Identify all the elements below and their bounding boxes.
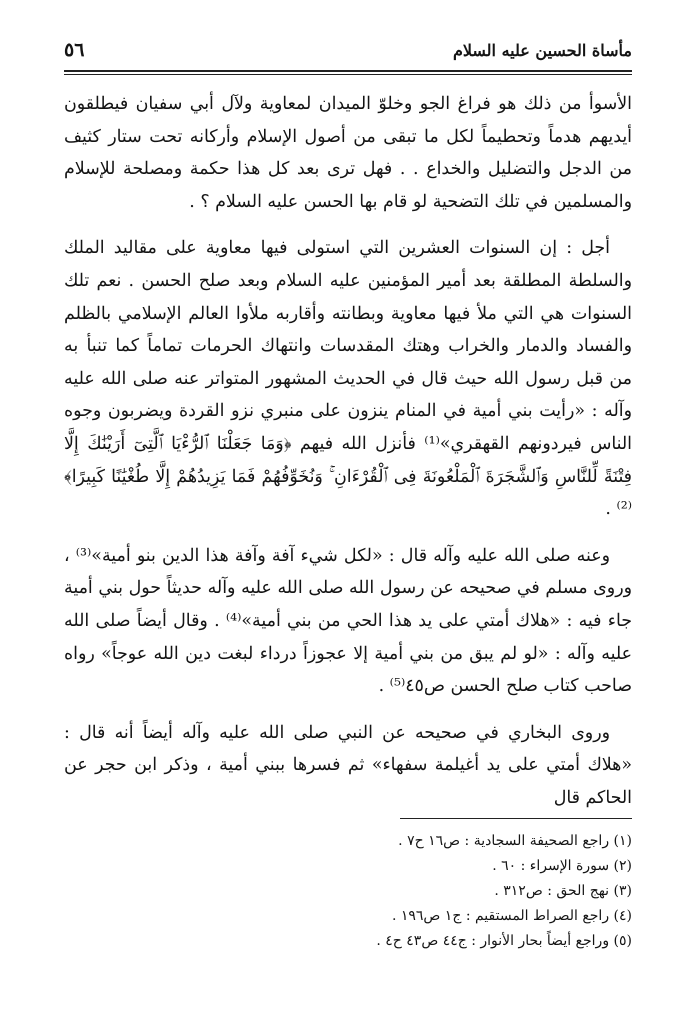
footnote-2: (٢) سورة الإسراء : ٦٠ .	[492, 858, 632, 874]
footnote-3: (٣) نهج الحق : ص٣١٢ .	[494, 883, 632, 899]
header-rule	[64, 70, 632, 75]
running-title: مأساة الحسين عليه السلام	[452, 40, 632, 60]
footnote-5: (٥) وراجع أيضاً بحار الأنوار : ج٤٤ ص٤٣ ح٤ .	[376, 933, 632, 949]
footnote-rule	[400, 818, 632, 819]
paragraph-3: وعنه صلى الله عليه وآله قال : «لكل شيء آفة وآفة هذا الدين بنو أمية»⁽³⁾ ، وروى مسلم في صحيحه عن رسول الله صلى الله عليه وآله حديثاً حول بني أمية جاء فيه : «هلاك أمتي على يد هذا الحي من بني أمية»⁽⁴⁾ . وقال أيضاً صلى الله عليه وآله : «لو لم يبق من بني أمية إلا عجوزاً درداء لبغت دين الله عوجاً» رواه صاحب كتاب صلح الحسن ص٤٥⁽⁵⁾ .	[64, 545, 632, 697]
footnote-4: (٤) راجع الصراط المستقيم : ج١ ص١٩٦ .	[391, 908, 632, 924]
footnote-1: (١) راجع الصحيفة السجادية : ص١٦ ح٧ .	[398, 833, 632, 849]
paragraph-1: الأسوأ من ذلك هو فراغ الجو وخلوّ الميدان لمعاوية ولآل أبي سفيان فيطلقون أيديهم هدماً وتحطيماً لكل ما تبقى من أصول الإسلام وأركانه تحت ستار كثيف من الدجل والتضليل والخداع . . فهل ترى بعد كل هذا حكمة ومصلحة للإسلام والمسلمين في تلك التضحية لو قام بها الحسن عليه السلام ؟ .	[64, 94, 632, 212]
body-text	[64, 88, 632, 828]
page-header	[64, 30, 632, 70]
page-number: ٥٦	[64, 39, 85, 61]
paragraph-2: أجل : إن السنوات العشرين التي استولى فيها معاوية على مقاليد الملك والسلطة المطلقة بعد أمير المؤمنين عليه السلام وبعد صلح الحسن . نعم تلك السنوات هي التي ملأ فيها معاوية وبطانته وأقاربه ملأوا العالم الإسلامي بالظلم والفساد والدمار والخراب وهتك المقدسات وانتهاك الحرمات تماماً كما تنبأ به من قبل رسول الله حيث قال في الحديث المشهور المتواتر عنه صلى الله عليه وآله : «رأيت بني أمية في المنام ينزون على منبري نزو القردة ويضربون وجوه الناس فيردونهم القهقري»⁽¹⁾ فأنزل الله فيهم ﴿وَمَا جَعَلْنَا ٱلرُّءْيَا ٱلَّتِىٓ أَرَيْنَٰكَ إِلَّا فِتْنَةً لِّلنَّاسِ وَٱلشَّجَرَةَ ٱلْمَلْعُونَةَ فِى ٱلْقُرْءَانِ ۚ وَنُخَوِّفُهُمْ فَمَا يَزِيدُهُمْ إِلَّا طُغْيَٰنًا كَبِيرًا﴾⁽²⁾ .	[64, 238, 632, 520]
footnotes	[64, 818, 632, 954]
paragraph-4: وروى البخاري في صحيحه عن النبي صلى الله عليه وآله أيضاً أنه قال : «هلاك أمتي على يد أغيلمة سفهاء» ثم فسرها ببني أمية ، وذكر ابن حجر عن الحاكم قال	[64, 722, 632, 808]
book-page	[64, 30, 632, 1010]
